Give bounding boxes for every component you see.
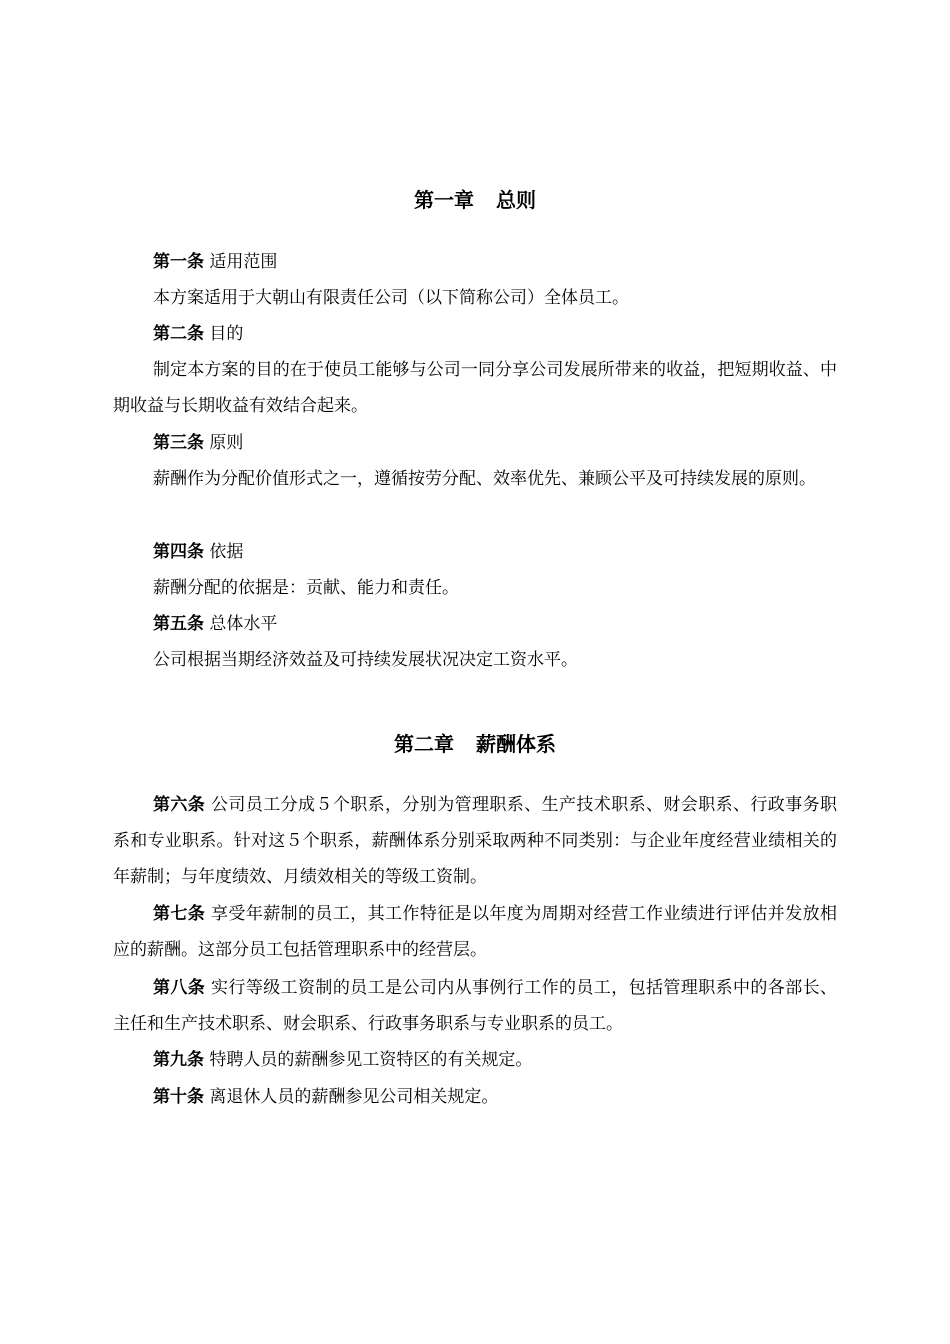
article-9-label: 第九条: [153, 1050, 204, 1070]
article-8-body: 实行等级工资制的员工是公司内从事例行工作的员工，包括管理职系中的各部长、主任和生产技术职系、财会职系、行政事务职系与专业职系的员工。: [113, 978, 838, 1034]
article-3-body: 薪酬作为分配价值形式之一，遵循按劳分配、效率优先、兼顾公平及可持续发展的原则。: [153, 469, 816, 489]
article-3-title: 原则: [209, 433, 244, 453]
article-9-body: 特聘人员的薪酬参见工资特区的有关规定。: [209, 1050, 533, 1070]
chapter-1-number: 第一章: [414, 188, 474, 212]
article-6-body: 公司员工分成５个职系，分别为管理职系、生产技术职系、财会职系、行政事务职系和专业职系。针对这５个职系，薪酬体系分别采取两种不同类别：与企业年度经营业绩相关的年薪制；与年度绩效、月绩效相关的等级工资制。: [113, 795, 838, 887]
chapter-1-title: 总则: [496, 188, 536, 212]
article-10-label: 第十条: [153, 1087, 204, 1107]
article-2-body: 制定本方案的目的在于使员工能够与公司一同分享公司发展所带来的收益，把短期收益、中期收益与长期收益有效结合起来。: [113, 360, 837, 416]
article-3-heading: [153, 425, 243, 461]
article-5-heading: [153, 606, 277, 642]
article-2-heading: [153, 316, 243, 352]
article-2-label: 第二条: [153, 324, 204, 344]
article-4-title: 依据: [209, 542, 244, 562]
article-2-title: 目的: [209, 324, 244, 344]
article-1-body: 本方案适用于大朝山有限责任公司（以下简称公司）全体员工。: [153, 288, 629, 308]
article-9: [113, 1042, 837, 1078]
article-10: [113, 1079, 837, 1115]
article-5-label: 第五条: [153, 614, 204, 634]
article-4-body: 薪酬分配的依据是：贡献、能力和责任。: [153, 578, 459, 598]
article-1-label: 第一条: [153, 252, 204, 272]
article-4-heading: [153, 534, 243, 570]
article-7: [113, 896, 837, 968]
article-8-label: 第八条: [153, 978, 206, 998]
chapter-2-heading: [0, 730, 950, 758]
article-5-body: 公司根据当期经济效益及可持续发展状况决定工资水平。: [153, 650, 578, 670]
article-8: [113, 970, 837, 1042]
article-7-body: 享受年薪制的员工，其工作特征是以年度为周期对经营工作业绩进行评估并发放相应的薪酬。这部分员工包括管理职系中的经营层。: [113, 904, 838, 960]
article-4-label: 第四条: [153, 542, 204, 562]
article-6-label: 第六条: [153, 795, 206, 815]
chapter-2-number: 第二章: [394, 732, 454, 756]
chapter-1-heading: [0, 186, 950, 214]
article-3-label: 第三条: [153, 433, 204, 453]
article-5-title: 总体水平: [209, 614, 278, 634]
article-6: [113, 787, 837, 895]
article-7-label: 第七条: [153, 904, 206, 924]
article-1-heading: [153, 244, 277, 280]
article-10-body: 离退休人员的薪酬参见公司相关规定。: [209, 1087, 499, 1107]
article-1-title: 适用范围: [209, 252, 278, 272]
chapter-2-title: 薪酬体系: [476, 732, 556, 756]
